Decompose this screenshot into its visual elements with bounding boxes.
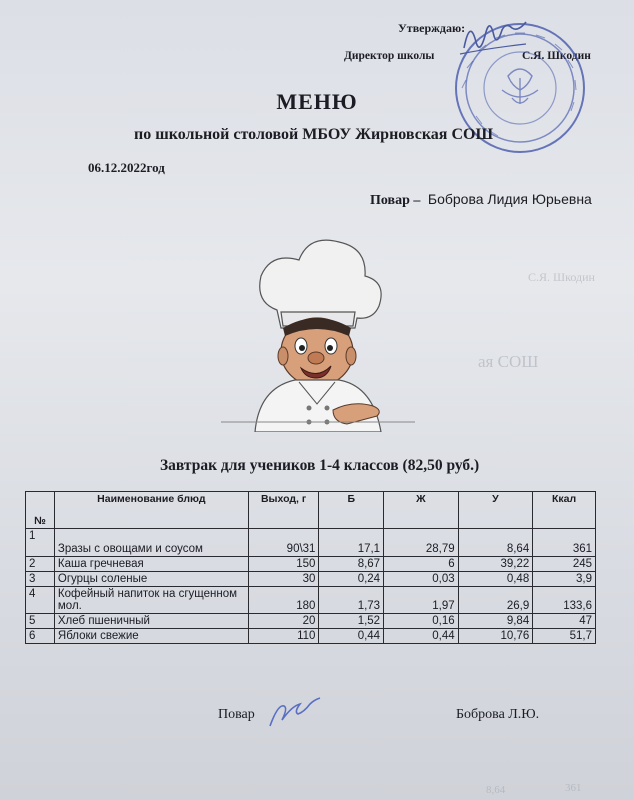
kcal-value: 3,9 — [533, 572, 596, 587]
output-value: 180 — [248, 587, 319, 614]
protein-value: 0,24 — [319, 572, 384, 587]
page-title: МЕНЮ — [276, 89, 358, 114]
cook-name: Боброва Лидия Юрьевна — [427, 191, 592, 207]
table-row — [26, 572, 596, 587]
row-number: 6 — [26, 629, 55, 644]
carbs-value: 8,64 — [458, 529, 533, 557]
protein-value: 1,52 — [319, 614, 384, 629]
fat-value: 0,03 — [384, 572, 459, 587]
fat-value: 1,97 — [384, 587, 459, 614]
dish-name: Огурцы соленые — [54, 572, 248, 587]
dish-name: Каша гречневая — [54, 557, 248, 572]
footer-cook-label: Повар — [218, 707, 255, 722]
fat-value: 0,44 — [384, 629, 459, 644]
director-name: С.Я. Шкодин — [522, 50, 591, 62]
protein-value: 0,44 — [319, 629, 384, 644]
table-header-row — [26, 492, 596, 529]
row-number: 5 — [26, 614, 55, 629]
row-number: 4 — [26, 587, 55, 614]
dish-name: Зразы с овощами и соусом — [54, 529, 248, 557]
meal-title: Завтрак для учеников 1-4 классов (82,50 руб.) — [160, 457, 480, 474]
table-row — [26, 587, 596, 614]
output-value: 30 — [248, 572, 319, 587]
carbs-value: 9,84 — [458, 614, 533, 629]
kcal-value: 51,7 — [533, 629, 596, 644]
chef-illustration — [215, 232, 415, 432]
protein-value: 17,1 — [319, 529, 384, 557]
row-number: 2 — [26, 557, 55, 572]
carbs-value: 39,22 — [458, 557, 533, 572]
fat-value: 28,79 — [384, 529, 459, 557]
output-value: 90\31 — [248, 529, 319, 557]
kcal-value: 133,6 — [533, 587, 596, 614]
dish-name: Хлеб пшеничный — [54, 614, 248, 629]
column-header-dish: Наименование блюд — [54, 492, 248, 529]
subtitle: по школьной столовой МБОУ Жирновская СОШ — [134, 126, 494, 143]
column-header-output: Выход, г — [248, 492, 319, 529]
column-header-carbs: У — [458, 492, 533, 529]
protein-value: 1,73 — [319, 587, 384, 614]
output-value: 150 — [248, 557, 319, 572]
output-value: 110 — [248, 629, 319, 644]
fat-value: 6 — [384, 557, 459, 572]
carbs-value: 26,9 — [458, 587, 533, 614]
carbs-value: 0,48 — [458, 572, 533, 587]
cook-label: Повар – — [370, 193, 421, 208]
row-number: 3 — [26, 572, 55, 587]
cook-signature — [264, 692, 324, 732]
column-header-kcal: Ккал — [533, 492, 596, 529]
bleed-text: 361 — [565, 782, 582, 794]
dish-name: Яблоки свежие — [54, 629, 248, 644]
kcal-value: 361 — [533, 529, 596, 557]
row-number: 1 — [26, 529, 55, 557]
carbs-value: 10,76 — [458, 629, 533, 644]
dish-name: Кофейный напиток на сгущенном мол. — [54, 587, 248, 614]
footer-cook-name: Боброва Л.Ю. — [456, 707, 540, 722]
protein-value: 8,67 — [319, 557, 384, 572]
fat-value: 0,16 — [384, 614, 459, 629]
table-row — [26, 629, 596, 644]
output-value: 20 — [248, 614, 319, 629]
director-signature — [456, 8, 536, 68]
column-header-protein: Б — [319, 492, 384, 529]
approval-heading: Утверждаю: — [398, 21, 466, 35]
table-row — [26, 614, 596, 629]
menu-table — [25, 491, 596, 644]
bleed-text: 8,64 — [486, 784, 506, 796]
table-row — [26, 557, 596, 572]
column-header-fat: Ж — [384, 492, 459, 529]
kcal-value: 245 — [533, 557, 596, 572]
date: 06.12.2022год — [88, 160, 165, 175]
table-row — [26, 529, 596, 557]
kcal-value: 47 — [533, 614, 596, 629]
cook-line — [370, 191, 592, 209]
column-header-number: № — [26, 492, 55, 529]
bleed-text: С.Я. Шкодин — [528, 270, 595, 284]
director-label: Директор школы — [344, 50, 435, 62]
bleed-text: ая СОШ — [478, 352, 539, 371]
